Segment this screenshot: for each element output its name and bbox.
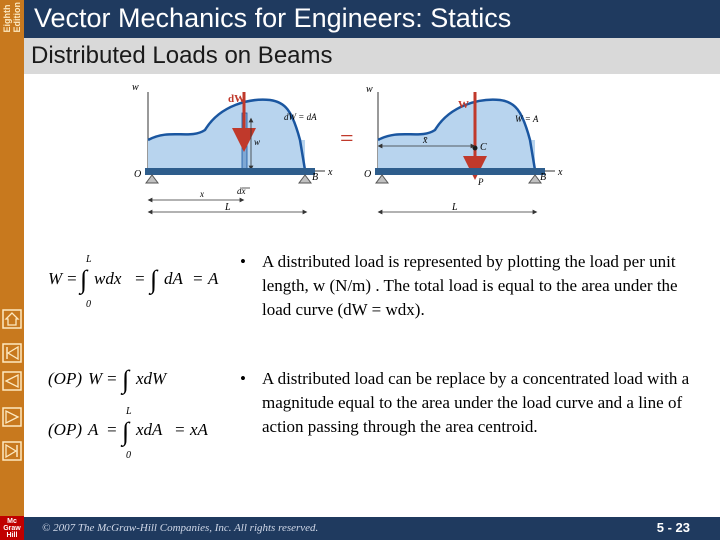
next-slide-icon[interactable]	[2, 407, 22, 427]
total-load-equation	[46, 252, 226, 312]
eq2-line2-body: xdA	[136, 420, 163, 439]
left-O-label: O	[134, 169, 142, 180]
bullet-text: A distributed load is represented by plotting the load per unit length, w (N/m) . The total load is equal to the area under the load curve (dW = wdx).	[262, 252, 678, 319]
eq1-body2: dA	[164, 269, 183, 288]
left-w-label: w	[254, 137, 261, 147]
title-bar	[24, 0, 720, 38]
left-support-B	[299, 175, 311, 183]
logo-line-2: Graw	[3, 525, 21, 532]
bullet-item	[240, 367, 690, 439]
bullet-dot: •	[240, 252, 246, 271]
left-x-axis-label: x	[328, 167, 333, 178]
left-diagram	[132, 82, 333, 213]
first-slide-icon[interactable]	[2, 343, 22, 363]
eq2-line1-paren: (OP)	[48, 369, 82, 388]
right-support-O	[376, 175, 388, 183]
eq1-eq: =	[66, 269, 78, 288]
left-beam	[145, 168, 315, 175]
last-slide-icon[interactable]	[2, 441, 22, 461]
eq2-line1-body: xdW	[136, 369, 167, 388]
right-centroid	[473, 146, 478, 151]
eq1-eq2: =	[134, 269, 146, 288]
course-title: Vector Mechanics for Engineers: Statics	[34, 3, 512, 33]
bullet-item	[240, 250, 690, 322]
eq2-line2-lower: 0	[126, 450, 131, 461]
moment-equation	[46, 362, 226, 462]
edition-line-1: Eighth	[2, 4, 12, 33]
logo-line-1: Mc	[7, 518, 17, 525]
left-B-label: B	[312, 172, 319, 183]
eq2-line2-rhs: xA	[190, 420, 208, 439]
left-dW-eq-label: dW = dA	[284, 112, 317, 122]
eq1-upper: L	[86, 254, 92, 265]
eq2-line2-lhs: A	[88, 420, 99, 439]
side-strip	[0, 0, 24, 540]
right-x-axis-label: x	[558, 167, 563, 178]
edition-line-2: Edition	[12, 2, 22, 33]
subtitle-bar	[24, 38, 720, 74]
edition-label	[1, 2, 23, 46]
eq1-body: wdx	[94, 269, 122, 288]
eq1-rhs: A	[208, 269, 219, 288]
copyright-notice: © 2007 The McGraw-Hill Companies, Inc. All rights reserved.	[42, 522, 319, 534]
slide-number: 5 - 23	[656, 520, 690, 535]
eq2-line1-eq: =	[106, 369, 118, 388]
eq1-integral-2: ∫	[150, 265, 158, 294]
eq2-line2-eq: =	[106, 420, 118, 439]
left-x-dim-label: x	[200, 189, 204, 199]
right-B-label: B	[540, 172, 547, 183]
eq2-line2-paren: (OP)	[48, 420, 82, 439]
right-W-label: W	[458, 99, 469, 111]
right-P-label: P	[478, 177, 484, 187]
right-L-dim-label: L	[452, 202, 458, 213]
eq2-line2-integral: ∫	[122, 417, 130, 446]
right-W-eq-label: W = A	[515, 114, 539, 124]
right-C-label: C	[480, 142, 487, 153]
eq1-lower: 0	[86, 299, 91, 310]
right-xbar-label: x̄	[423, 135, 428, 146]
right-beam	[375, 168, 545, 175]
eq1-eq3: =	[192, 269, 204, 288]
distributed-load-figure	[120, 80, 580, 225]
logo-line-3: Hill	[6, 532, 18, 539]
previous-slide-icon[interactable]	[2, 371, 22, 391]
eq2-line2-eq2: =	[174, 420, 186, 439]
bullet-text: A distributed load can be replace by a concentrated load with a magnitude equal to the area under the load curve and a line of action passing through the area centroid.	[262, 369, 690, 436]
left-L-dim-label: L	[225, 202, 231, 213]
home-icon[interactable]	[2, 309, 22, 329]
left-w-axis-label: w	[132, 82, 139, 93]
left-dx-label: dx	[237, 186, 246, 196]
left-support-O	[146, 175, 158, 183]
eq1-lhs: W	[48, 269, 63, 288]
eq2-line1-lhs: W	[88, 369, 103, 388]
equals-sign: =	[340, 126, 354, 152]
eq2-line1-integral: ∫	[122, 365, 130, 394]
eq2-line2-upper: L	[126, 406, 132, 417]
right-O-label: O	[364, 169, 372, 180]
right-w-axis-label: w	[366, 84, 373, 95]
left-dW-label: dW	[228, 93, 246, 105]
right-diagram	[364, 84, 563, 213]
eq1-integral-1: ∫	[80, 265, 88, 294]
publisher-logo	[0, 516, 24, 540]
bullet-dot: •	[240, 369, 246, 388]
footer-bar	[24, 517, 720, 540]
slide-title: Distributed Loads on Beams	[31, 42, 333, 69]
